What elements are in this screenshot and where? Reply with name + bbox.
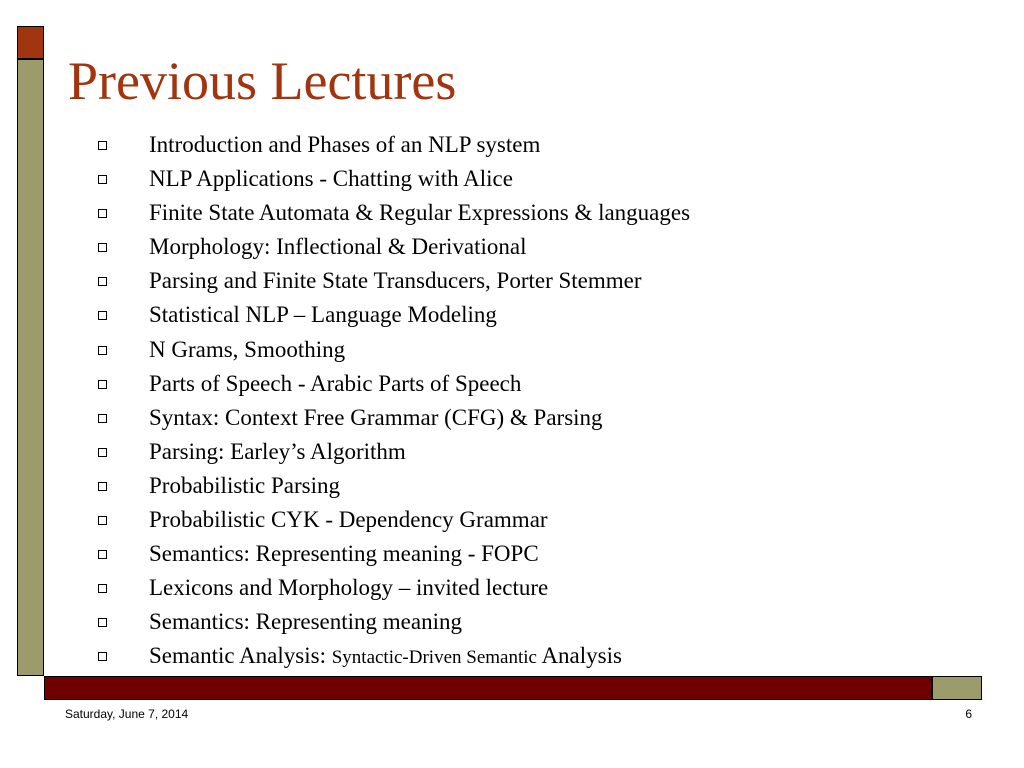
bullet-text-part: Analysis	[536, 643, 622, 669]
list-item	[96, 333, 690, 367]
list-item	[96, 230, 690, 264]
list-item	[96, 571, 690, 605]
bullet-text: Morphology: Inflectional & Derivational	[149, 234, 527, 260]
hollow-square-bullet-icon	[98, 550, 107, 559]
bullet-text: Probabilistic CYK - Dependency Grammar	[149, 507, 548, 533]
corner-decoration-block	[17, 26, 44, 59]
hollow-square-bullet-icon	[98, 448, 107, 457]
hollow-square-bullet-icon	[98, 277, 107, 286]
bottom-right-decoration-block	[932, 676, 982, 700]
list-item	[96, 298, 690, 332]
bullet-text: Lexicons and Morphology – invited lecture	[149, 575, 549, 601]
list-item	[96, 264, 690, 298]
list-item	[96, 639, 690, 673]
list-item	[96, 367, 690, 401]
hollow-square-bullet-icon	[98, 311, 107, 320]
bullet-text: Finite State Automata & Regular Expressions & languages	[149, 200, 691, 226]
bullet-text-part: Syntactic-Driven Semantic	[331, 647, 537, 669]
bullet-text: Probabilistic Parsing	[149, 472, 341, 498]
bullet-text: Parts of Speech - Arabic Parts of Speech	[149, 370, 522, 396]
bottom-decoration-bar	[44, 676, 932, 700]
hollow-square-bullet-icon	[98, 380, 107, 389]
hollow-square-bullet-icon	[98, 414, 107, 423]
hollow-square-bullet-icon	[98, 346, 107, 355]
hollow-square-bullet-icon	[98, 209, 107, 218]
hollow-square-bullet-icon	[98, 141, 107, 150]
list-item	[96, 469, 690, 503]
list-item	[96, 503, 690, 537]
list-item	[96, 128, 690, 162]
hollow-square-bullet-icon	[98, 516, 107, 525]
list-item	[96, 196, 690, 230]
bullet-text-part: Semantic Analysis:	[149, 643, 332, 669]
slide-title: Previous Lectures	[68, 51, 457, 111]
hollow-square-bullet-icon	[98, 482, 107, 491]
bullet-text: NLP Applications - Chatting with Alice	[149, 166, 513, 192]
slide-number: 6	[965, 707, 972, 721]
list-item	[96, 162, 690, 196]
bullet-text: Parsing and Finite State Transducers, Porter Stemmer	[149, 268, 642, 294]
list-item	[96, 537, 690, 571]
bullet-text: Semantics: Representing meaning	[149, 609, 462, 635]
hollow-square-bullet-icon	[98, 652, 107, 661]
list-item	[96, 401, 690, 435]
footer-date: Saturday, June 7, 2014	[65, 707, 189, 721]
list-item	[96, 605, 690, 639]
bullet-text: Semantics: Representing meaning - FOPC	[149, 541, 539, 567]
left-decoration-bar	[17, 59, 44, 676]
bullet-text: Statistical NLP – Language Modeling	[149, 302, 497, 328]
bullet-list	[96, 128, 690, 674]
hollow-square-bullet-icon	[98, 584, 107, 593]
bullet-text: Introduction and Phases of an NLP system	[149, 132, 541, 157]
hollow-square-bullet-icon	[98, 618, 107, 627]
bullet-text: Syntax: Context Free Grammar (CFG) & Parsing	[149, 404, 603, 430]
hollow-square-bullet-icon	[98, 175, 107, 184]
bullet-text: N Grams, Smoothing	[149, 336, 346, 362]
bullet-text: Parsing: Earley’s Algorithm	[149, 438, 406, 464]
list-item	[96, 435, 690, 469]
hollow-square-bullet-icon	[98, 243, 107, 252]
